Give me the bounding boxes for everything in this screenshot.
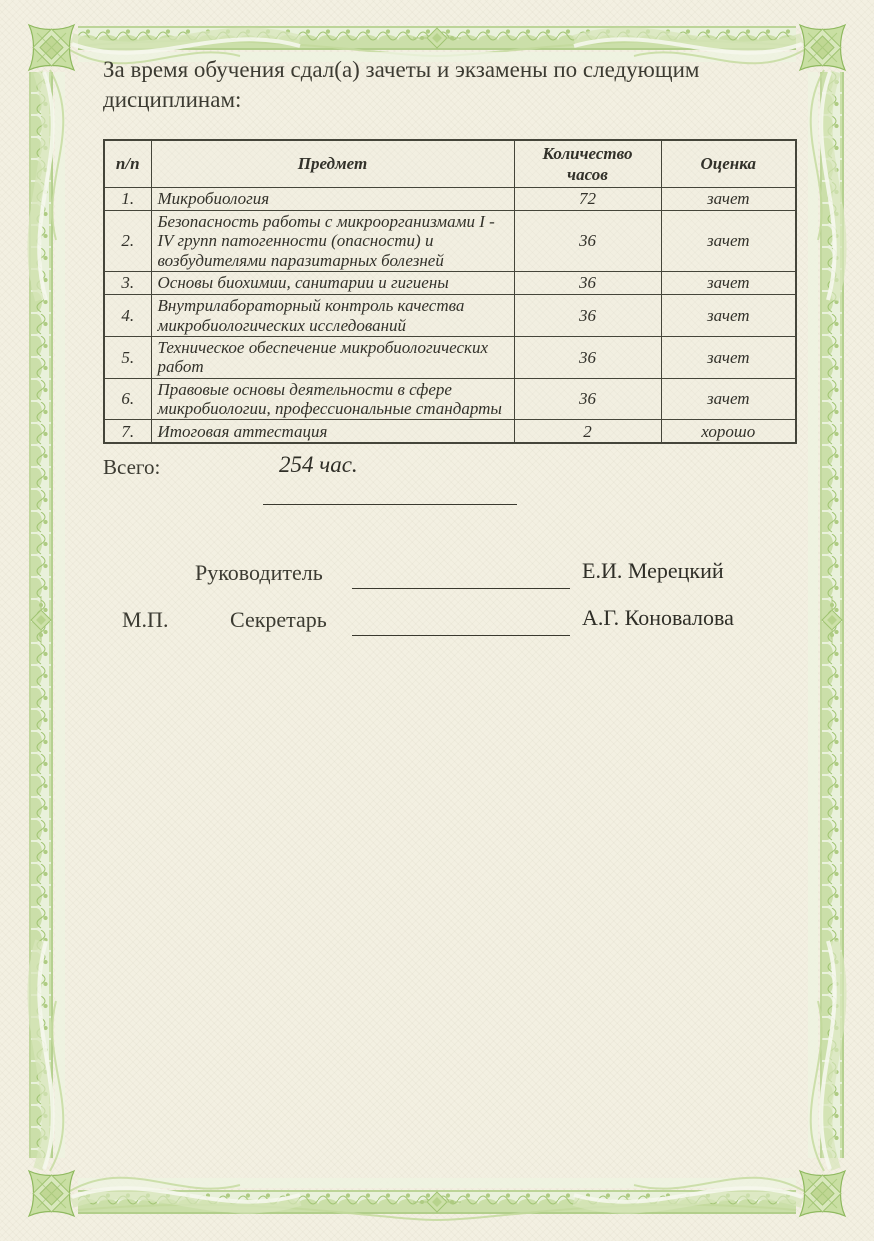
total-hours-value: 254 час. [279,452,358,477]
cell-hours: 36 [514,272,661,295]
table-row [104,295,796,337]
director-name: Е.И. Мерецкий [582,558,724,583]
cell-num: 3. [104,272,151,295]
cell-num: 2. [104,211,151,272]
cell-subject: Основы биохимии, санитарии и гигиены [151,272,514,295]
cell-num: 6. [104,378,151,420]
secretary-name: А.Г. Коновалова [582,605,734,630]
cell-hours: 36 [514,378,661,420]
grades-table [103,139,797,444]
table-row [104,420,796,444]
cell-grade: зачет [661,295,796,337]
header-hours: Количество часов [514,140,661,188]
cell-hours: 36 [514,295,661,337]
stamp-place-label: М.П. [122,607,169,632]
header-subject: Предмет [151,140,514,188]
secretary-label: Секретарь [230,607,327,632]
cell-num: 5. [104,336,151,378]
director-signature-line [352,588,570,589]
table-row [104,211,796,272]
cell-grade: зачет [661,336,796,378]
total-label: Всего: [103,455,161,479]
table-row [104,336,796,378]
table-row [104,188,796,211]
total-underline [263,504,517,505]
cell-subject: Внутрилабораторный контроль качества микробиологических исследований [151,295,514,337]
cell-num: 4. [104,295,151,337]
cell-hours: 72 [514,188,661,211]
cell-hours: 36 [514,336,661,378]
table-row [104,272,796,295]
cell-subject: Безопасность работы с микроорганизмами I - IV групп патогенности (опасности) и возбудителями паразитарных болезней [151,211,514,272]
cell-grade: зачет [661,272,796,295]
cell-grade: зачет [661,211,796,272]
table-row [104,378,796,420]
cell-grade: зачет [661,378,796,420]
cell-num: 7. [104,420,151,444]
secretary-signature-line [352,635,570,636]
cell-subject: Микробиология [151,188,514,211]
header-grade: Оценка [661,140,796,188]
cell-subject: Правовые основы деятельности в сфере микробиологии, профессиональные стандарты [151,378,514,420]
director-label: Руководитель [195,560,323,585]
cell-hours: 2 [514,420,661,444]
cell-hours: 36 [514,211,661,272]
cell-grade: хорошо [661,420,796,444]
cell-num: 1. [104,188,151,211]
table-header-row [104,140,796,188]
page-title: За время обучения сдал(а) зачеты и экзамены по следующим дисциплинам: [103,57,700,112]
header-num: п/п [104,140,151,188]
cell-subject: Техническое обеспечение микробиологических работ [151,336,514,378]
cell-grade: зачет [661,188,796,211]
cell-subject: Итоговая аттестация [151,420,514,444]
